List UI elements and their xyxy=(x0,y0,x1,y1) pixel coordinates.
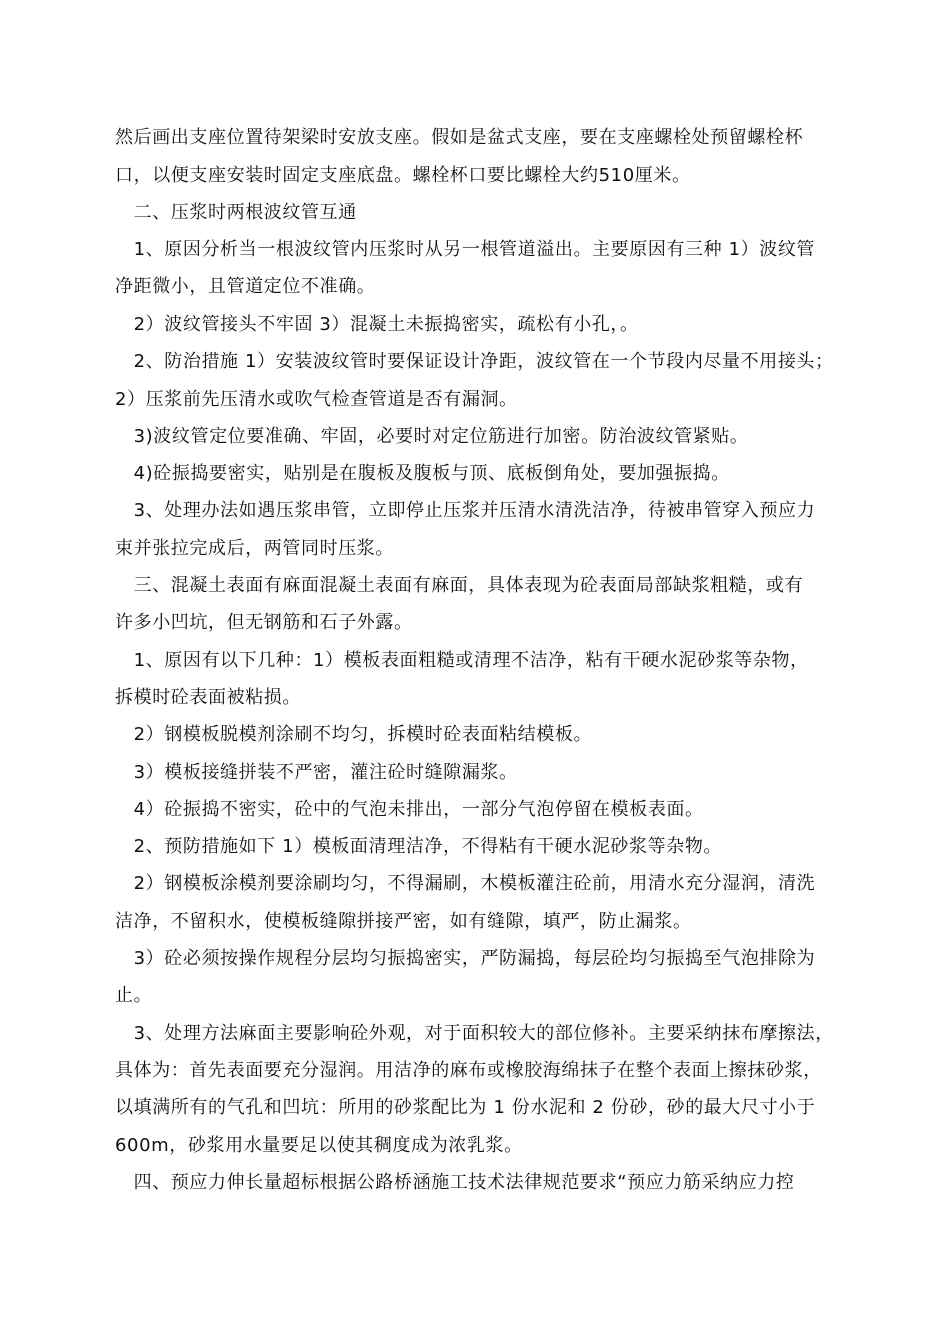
text-line: 2）波纹管接头不牢固 3）混凝土未振捣密实，疏松有小孔，。 xyxy=(115,314,639,335)
text-line: 3）模板接缝拼装不严密，灌注砼时缝隙漏浆。 xyxy=(115,762,518,783)
text-line: 4)砼振捣要密实，贴别是在腹板及腹板与顶、底板倒角处，要加强振捣。 xyxy=(115,463,730,484)
text-line: 洁净，不留积水，使模板缝隙拼接严密，如有缝隙，填严，防止漏浆。 xyxy=(115,911,692,932)
text-line: 然后画出支座位置待架梁时安放支座。假如是盆式支座，要在支座螺栓处预留螺栓杯 xyxy=(115,127,804,148)
text-line: 600m，砂浆用水量要足以使其稠度成为浓乳浆。 xyxy=(115,1135,523,1156)
text-line: 2、预防措施如下 1）模板面清理洁净，不得粘有干硬水泥砂浆等杂物。 xyxy=(115,836,723,857)
text-line: 3)波纹管定位要准确、牢固，必要时对定位筋进行加密。防治波纹管紧贴。 xyxy=(115,426,749,447)
text-line: 口，以便支座安装时固定支座底盘。螺栓杯口要比螺栓大约510厘米。 xyxy=(115,165,691,186)
text-line: 具体为：首先表面要充分湿润。用洁净的麻布或橡胶海绵抹子在整个表面上擦抹砂浆， xyxy=(115,1060,822,1081)
text-line: 3、处理办法如遇压浆串管，立即停止压浆并压清水清洗洁净，待被串管穿入预应力 xyxy=(115,500,816,521)
section-heading: 二、压浆时两根波纹管互通 xyxy=(115,202,357,223)
text-line: 止。 xyxy=(115,985,153,1006)
text-line: 3）砼必须按操作规程分层均匀振捣密实，严防漏捣，每层砼均匀振捣至气泡排除为 xyxy=(115,948,816,969)
text-line: 2）钢模板脱模剂涂刷不均匀，拆模时砼表面粘结模板。 xyxy=(115,724,593,745)
section-heading: 三、混凝土表面有麻面混凝土表面有麻面，具体表现为砼表面局部缺浆粗糙，或有 xyxy=(115,575,804,596)
text-line: 2、防治措施 1）安装波纹管时要保证设计净距，波纹管在一个节段内尽量不用接头； xyxy=(115,351,834,372)
text-line: 1、原因有以下几种：1）模板表面粗糙或清理不洁净，粘有干硬水泥砂浆等杂物， xyxy=(115,650,809,671)
text-line: 1、原因分析当一根波纹管内压浆时从另一根管道溢出。主要原因有三种 1）波纹管 xyxy=(115,239,816,260)
text-line: 净距微小，且管道定位不准确。 xyxy=(115,276,376,297)
text-line: 拆模时砼表面被粘损。 xyxy=(115,687,301,708)
section-heading: 四、预应力伸长量超标根据公路桥涵施工技术法律规范要求“预应力筋采纳应力控 xyxy=(115,1172,795,1193)
text-line: 束并张拉完成后，两管同时压浆。 xyxy=(115,538,394,559)
text-line: 许多小凹坑，但无钢筋和石子外露。 xyxy=(115,612,413,633)
text-line: 以填满所有的气孔和凹坑：所用的砂浆配比为 1 份水泥和 2 份砂，砂的最大尺寸小于 xyxy=(115,1097,816,1118)
text-line: 2）压浆前先压清水或吹气检查管道是否有漏洞。 xyxy=(115,389,518,410)
text-line: 3、处理方法麻面主要影响砼外观，对于面积较大的部位修补。主要采纳抹布摩擦法， xyxy=(115,1023,834,1044)
text-line: 2）钢模板涂模剂要涂刷均匀，不得漏刷，木模板灌注砼前，用清水充分湿润，清洗 xyxy=(115,873,816,894)
text-line: 4）砼振捣不密实，砼中的气泡未排出，一部分气泡停留在模板表面。 xyxy=(115,799,704,820)
